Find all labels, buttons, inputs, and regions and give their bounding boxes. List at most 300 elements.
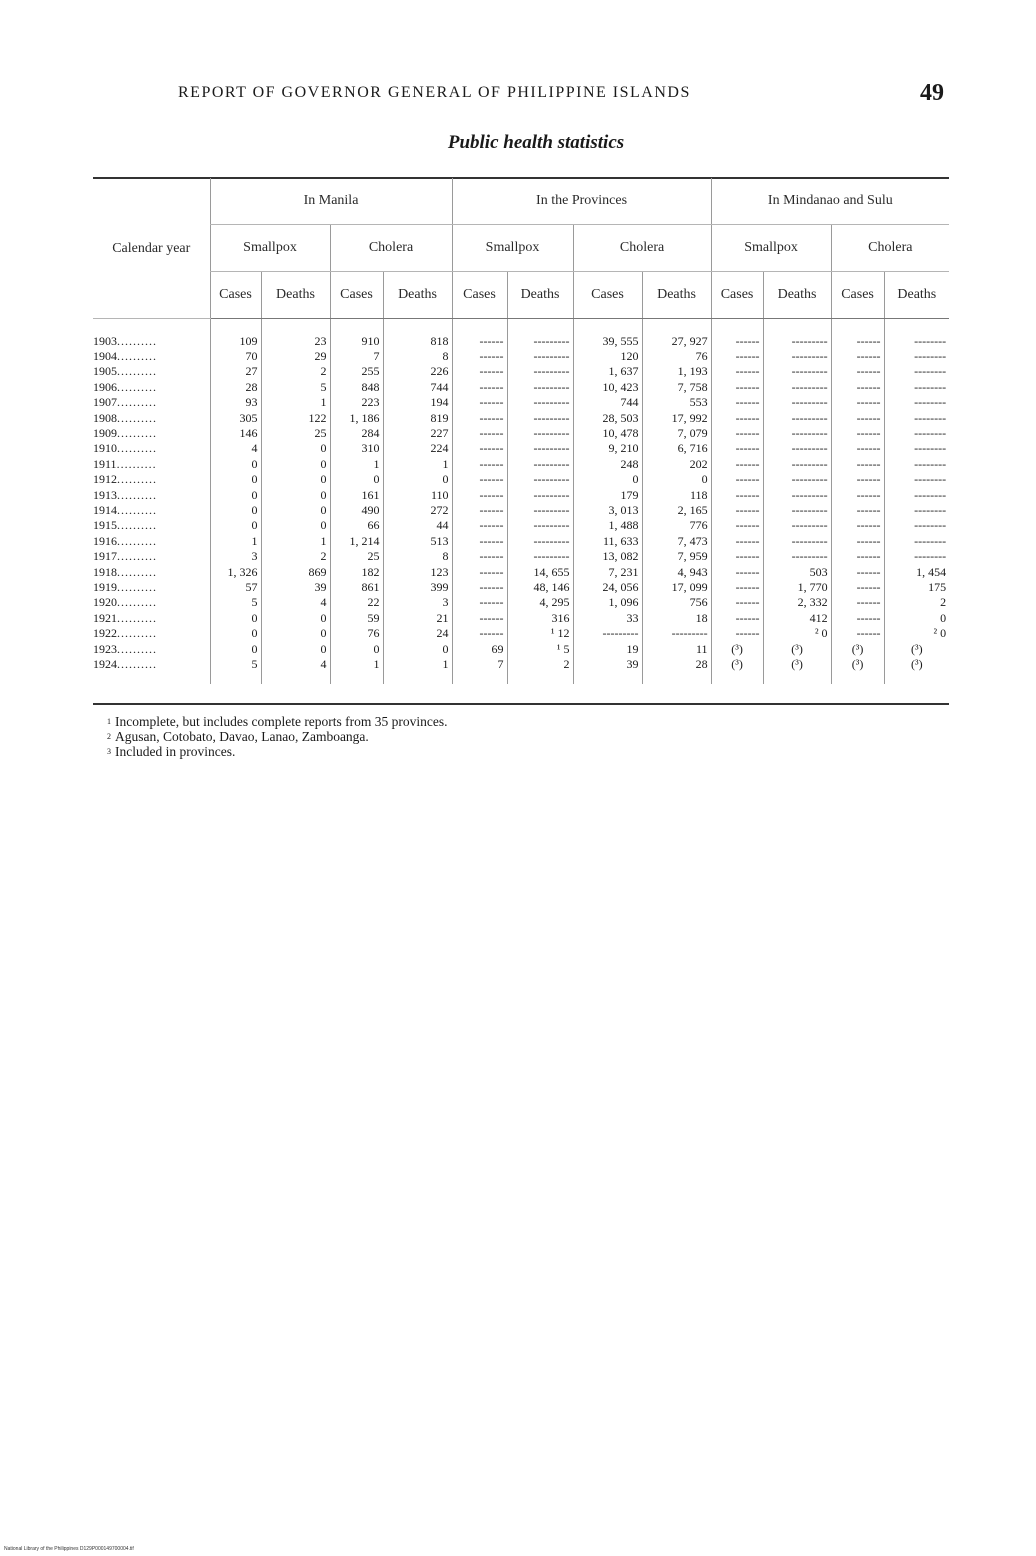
year-cell: 1923..........: [93, 641, 157, 656]
table-cell: ------: [452, 564, 507, 579]
table-cell: ------: [711, 518, 763, 533]
table-cell: 24: [383, 625, 452, 640]
table-cell: 13, 082: [573, 548, 642, 563]
table-cell: 161: [330, 487, 383, 502]
table-cell: ------: [452, 579, 507, 594]
column-header-deaths: Deaths: [642, 272, 711, 319]
table-cell: ---------: [507, 395, 573, 410]
table-cell: ---------: [507, 472, 573, 487]
table-cell: ------: [831, 425, 884, 440]
table-cell: 7, 758: [642, 379, 711, 394]
year-cell: 1916..........: [93, 533, 157, 548]
table-cell: 25: [261, 425, 330, 440]
table-row: [93, 441, 949, 456]
table-cell: 39: [261, 579, 330, 594]
dot-leader: ..........: [117, 533, 157, 548]
table-cell: 255: [330, 364, 383, 379]
table-cell: 399: [383, 579, 452, 594]
table-cell: 819: [383, 410, 452, 425]
table-cell: ------: [452, 518, 507, 533]
table-cell: ------: [831, 610, 884, 625]
table-cell: 248: [573, 456, 642, 471]
table-row: [93, 533, 949, 548]
footnote: [107, 729, 448, 744]
year-cell: 1911..........: [93, 456, 157, 471]
table-cell: ------: [452, 595, 507, 610]
year-cell: 1906..........: [93, 379, 157, 394]
table-bottom-rule: [93, 703, 949, 705]
table-cell: ---------: [507, 548, 573, 563]
table-cell: ------: [831, 348, 884, 363]
table-cell: --------: [884, 410, 949, 425]
disease-header: Smallpox: [210, 225, 330, 272]
table-cell: 44: [383, 518, 452, 533]
table-cell: 513: [383, 533, 452, 548]
column-header-deaths: Deaths: [507, 272, 573, 319]
table-cell: 0: [261, 518, 330, 533]
table-cell: --------: [884, 364, 949, 379]
dot-leader: ..........: [117, 502, 157, 517]
table-cell: ---------: [763, 518, 831, 533]
table-cell: 28: [210, 379, 261, 394]
table-cell: 553: [642, 395, 711, 410]
table-row: [93, 579, 949, 594]
table-cell: (³): [831, 641, 884, 656]
table-cell: 272: [383, 502, 452, 517]
table-cell: 5: [210, 595, 261, 610]
dot-leader: ..........: [117, 333, 157, 348]
table-row: [93, 656, 949, 683]
table-cell: ------: [452, 410, 507, 425]
table-cell: ------: [452, 502, 507, 517]
table-cell: 27, 927: [642, 319, 711, 349]
table-cell: 109: [210, 319, 261, 349]
table-cell: ------: [711, 395, 763, 410]
table-cell: 1, 454: [884, 564, 949, 579]
table-cell: 69: [452, 641, 507, 656]
dot-leader: ..........: [117, 349, 157, 364]
table-title: Public health statistics: [447, 132, 625, 153]
table-cell: ------: [452, 472, 507, 487]
table-cell: ---------: [763, 487, 831, 502]
dot-leader: ..........: [117, 487, 157, 502]
table-row: [93, 595, 949, 610]
dot-leader: ..........: [117, 364, 157, 379]
table-cell: 2: [507, 656, 573, 683]
page-number: 49: [920, 80, 944, 106]
group-header-manila: In Manila: [210, 178, 452, 225]
column-header-deaths: Deaths: [383, 272, 452, 319]
year-cell: 1904..........: [93, 349, 157, 364]
table-cell: 22: [330, 595, 383, 610]
calendar-year-header: Calendar year: [93, 178, 210, 319]
table-cell: ------: [711, 319, 763, 349]
table-cell: ------: [711, 502, 763, 517]
table-cell: 3: [210, 548, 261, 563]
table-cell: ---------: [763, 548, 831, 563]
table-cell: --------: [884, 348, 949, 363]
table-cell: ------: [831, 595, 884, 610]
table-cell: (³): [884, 656, 949, 683]
table-cell: 0: [261, 472, 330, 487]
table-cell: 7, 959: [642, 548, 711, 563]
table-row: [93, 319, 949, 349]
table-cell: ------: [831, 548, 884, 563]
table-cell: ------: [711, 487, 763, 502]
footnotes: [107, 714, 448, 759]
disease-header: Cholera: [330, 225, 452, 272]
dot-leader: ..........: [117, 595, 157, 610]
table-cell: ------: [831, 456, 884, 471]
table-cell: 744: [573, 395, 642, 410]
table-cell: ------: [711, 379, 763, 394]
table-cell: 18: [642, 610, 711, 625]
table-cell: 120: [573, 348, 642, 363]
table-cell: 1, 193: [642, 364, 711, 379]
table-cell: ------: [711, 548, 763, 563]
table-cell: 0: [210, 472, 261, 487]
table-cell: 1: [330, 656, 383, 683]
table-row: [93, 425, 949, 440]
table-cell: 744: [383, 379, 452, 394]
table-cell: 7: [330, 348, 383, 363]
table-cell: 1, 186: [330, 410, 383, 425]
table-cell: ---------: [763, 379, 831, 394]
table-cell: ---------: [507, 456, 573, 471]
table-cell: --------: [884, 548, 949, 563]
dot-leader: ..........: [117, 641, 157, 656]
disease-header: Cholera: [573, 225, 711, 272]
group-header-mindanao-sulu: In Mindanao and Sulu: [711, 178, 949, 225]
year-cell: 1917..........: [93, 549, 157, 564]
table-cell: 226: [383, 364, 452, 379]
table-cell: 490: [330, 502, 383, 517]
table-cell: 2: [884, 595, 949, 610]
column-header-deaths: Deaths: [884, 272, 949, 319]
table-cell: 848: [330, 379, 383, 394]
column-header-cases: Cases: [573, 272, 642, 319]
table-cell: 0: [261, 610, 330, 625]
table-cell: ------: [831, 625, 884, 640]
table-cell: 0: [884, 610, 949, 625]
table-row: [93, 564, 949, 579]
table-cell: 224: [383, 441, 452, 456]
table-cell: --------: [884, 395, 949, 410]
disease-header: Cholera: [831, 225, 949, 272]
year-cell: 1924..........: [93, 656, 157, 671]
table-cell: ------: [452, 487, 507, 502]
column-header-cases: Cases: [452, 272, 507, 319]
table-cell: 14, 655: [507, 564, 573, 579]
table-cell: ---------: [763, 456, 831, 471]
table-row: [93, 641, 949, 656]
table-cell: 0: [210, 518, 261, 533]
year-cell: 1912..........: [93, 472, 157, 487]
table-cell: 182: [330, 564, 383, 579]
year-cell: 1905..........: [93, 364, 157, 379]
table-cell: ------: [831, 472, 884, 487]
table-cell: 4: [210, 441, 261, 456]
table-cell: 28: [642, 656, 711, 683]
disease-header: Smallpox: [452, 225, 573, 272]
table-cell: --------: [884, 319, 949, 349]
year-cell: 1920..........: [93, 595, 157, 610]
table-row: [93, 456, 949, 471]
table-cell: ---------: [763, 425, 831, 440]
table-cell: 0: [573, 472, 642, 487]
table-cell: ---------: [507, 425, 573, 440]
table-cell: ------: [831, 441, 884, 456]
table-cell: ---------: [507, 319, 573, 349]
table-cell: ------: [711, 441, 763, 456]
year-cell: 1914..........: [93, 502, 157, 517]
table-cell: ¹ 5: [507, 641, 573, 656]
column-header-cases: Cases: [330, 272, 383, 319]
table-row: [93, 502, 949, 517]
table-cell: ------: [452, 533, 507, 548]
table-cell: ² 0: [884, 625, 949, 640]
table-cell: ---------: [763, 319, 831, 349]
dot-leader: ..........: [117, 610, 157, 625]
table-cell: ------: [452, 625, 507, 640]
table-cell: ---------: [507, 502, 573, 517]
table-cell: --------: [884, 425, 949, 440]
table-cell: 0: [383, 641, 452, 656]
table-cell: ------: [452, 379, 507, 394]
dot-leader: ..........: [117, 410, 157, 425]
table-cell: 1: [330, 456, 383, 471]
table-cell: ------: [452, 425, 507, 440]
table-cell: ------: [831, 564, 884, 579]
table-cell: 2, 332: [763, 595, 831, 610]
table-cell: 1, 770: [763, 579, 831, 594]
table-cell: ---------: [763, 348, 831, 363]
table-cell: ------: [711, 564, 763, 579]
year-cell: 1907..........: [93, 395, 157, 410]
table-cell: 93: [210, 395, 261, 410]
table-cell: 10, 478: [573, 425, 642, 440]
table-cell: (³): [831, 656, 884, 683]
dot-leader: ..........: [117, 395, 157, 410]
table-cell: 23: [261, 319, 330, 349]
table-cell: 19: [573, 641, 642, 656]
table-cell: ------: [711, 595, 763, 610]
table-cell: 1: [383, 456, 452, 471]
table-cell: 122: [261, 410, 330, 425]
table-cell: 0: [383, 472, 452, 487]
dot-leader: ..........: [117, 626, 157, 641]
footnote-text: Included in provinces.: [115, 744, 236, 759]
table-cell: ¹ 12: [507, 625, 573, 640]
table-cell: 76: [642, 348, 711, 363]
table-cell: 4: [261, 595, 330, 610]
table-cell: 0: [330, 641, 383, 656]
table-cell: ------: [831, 364, 884, 379]
year-cell: 1909..........: [93, 426, 157, 441]
table-cell: 0: [261, 502, 330, 517]
table-cell: 284: [330, 425, 383, 440]
dot-leader: ..........: [117, 472, 157, 487]
table-cell: ---------: [507, 487, 573, 502]
column-header-cases: Cases: [210, 272, 261, 319]
table-cell: 0: [642, 472, 711, 487]
table-cell: ---------: [507, 410, 573, 425]
year-cell: 1915..........: [93, 518, 157, 533]
table-cell: 0: [210, 456, 261, 471]
dot-leader: ..........: [116, 456, 157, 471]
table-cell: 1, 488: [573, 518, 642, 533]
table-cell: ------: [711, 410, 763, 425]
table-cell: 202: [642, 456, 711, 471]
table-cell: ---------: [763, 410, 831, 425]
table-row: [93, 518, 949, 533]
table-cell: --------: [884, 379, 949, 394]
dot-leader: ..........: [117, 379, 157, 394]
table-cell: ------: [831, 579, 884, 594]
table-cell: 11: [642, 641, 711, 656]
table-cell: --------: [884, 472, 949, 487]
table-cell: (³): [763, 641, 831, 656]
table-cell: 25: [330, 548, 383, 563]
year-cell: 1922..........: [93, 626, 157, 641]
footnote-text: Incomplete, but includes complete reports from 35 provinces.: [115, 714, 448, 729]
year-cell: 1913..........: [93, 487, 157, 502]
table-cell: 70: [210, 348, 261, 363]
table-cell: 0: [261, 625, 330, 640]
table-cell: 57: [210, 579, 261, 594]
table-cell: ------: [452, 441, 507, 456]
table-cell: 869: [261, 564, 330, 579]
table-cell: 5: [210, 656, 261, 683]
table-cell: ------: [711, 579, 763, 594]
table-cell: ------: [452, 395, 507, 410]
table-cell: 756: [642, 595, 711, 610]
table-cell: ------: [452, 456, 507, 471]
table-cell: --------: [884, 487, 949, 502]
table-cell: 10, 423: [573, 379, 642, 394]
table-cell: ------: [831, 319, 884, 349]
table-cell: 11, 633: [573, 533, 642, 548]
table-row: [93, 379, 949, 394]
table-cell: 9, 210: [573, 441, 642, 456]
table-cell: 29: [261, 348, 330, 363]
table-cell: 123: [383, 564, 452, 579]
table-cell: 59: [330, 610, 383, 625]
table-cell: ------: [711, 472, 763, 487]
table-cell: 3, 013: [573, 502, 642, 517]
table-cell: 0: [261, 487, 330, 502]
table-cell: 1, 637: [573, 364, 642, 379]
table-cell: ---------: [763, 472, 831, 487]
year-cell: 1918..........: [93, 564, 157, 579]
table-cell: (³): [711, 641, 763, 656]
footnote-mark: 1: [107, 717, 111, 726]
column-header-deaths: Deaths: [763, 272, 831, 319]
table-cell: 1, 326: [210, 564, 261, 579]
table-cell: 7, 079: [642, 425, 711, 440]
table-cell: 1, 214: [330, 533, 383, 548]
year-cell: 1903..........: [93, 333, 157, 348]
table-cell: 0: [330, 472, 383, 487]
table-cell: ------: [711, 348, 763, 363]
table-cell: 310: [330, 441, 383, 456]
table-cell: 818: [383, 319, 452, 349]
table-cell: ² 0: [763, 625, 831, 640]
table-row: [93, 348, 949, 363]
table-cell: ------: [452, 319, 507, 349]
year-cell: 1921..........: [93, 610, 157, 625]
table-cell: 21: [383, 610, 452, 625]
table-cell: ------: [831, 518, 884, 533]
table-cell: ---------: [507, 364, 573, 379]
table-cell: 39: [573, 656, 642, 683]
table-cell: 0: [210, 641, 261, 656]
dot-leader: ..........: [117, 441, 157, 456]
table-cell: 66: [330, 518, 383, 533]
dot-leader: ..........: [117, 656, 157, 671]
table-cell: ---------: [763, 502, 831, 517]
table-cell: 2: [261, 364, 330, 379]
table-cell: 4, 295: [507, 595, 573, 610]
table-cell: ------: [711, 625, 763, 640]
table-cell: 48, 146: [507, 579, 573, 594]
table-cell: 76: [330, 625, 383, 640]
year-cell: 1908..........: [93, 410, 157, 425]
table-cell: ------: [831, 395, 884, 410]
table-cell: ------: [831, 379, 884, 394]
dot-leader: ..........: [117, 549, 157, 564]
table-cell: ---------: [573, 625, 642, 640]
table-cell: ---------: [507, 348, 573, 363]
table-cell: 179: [573, 487, 642, 502]
year-cell: 1919..........: [93, 579, 157, 594]
table-row: [93, 472, 949, 487]
table-cell: 118: [642, 487, 711, 502]
table-cell: ------: [711, 425, 763, 440]
dot-leader: ..........: [117, 426, 157, 441]
table-cell: ---------: [507, 533, 573, 548]
table-cell: --------: [884, 456, 949, 471]
table-cell: 146: [210, 425, 261, 440]
table-cell: 7, 473: [642, 533, 711, 548]
table-cell: 2: [261, 548, 330, 563]
table-cell: 17, 992: [642, 410, 711, 425]
table-cell: ---------: [642, 625, 711, 640]
table-cell: 1: [383, 656, 452, 683]
table-cell: 4, 943: [642, 564, 711, 579]
table-row: [93, 548, 949, 563]
table-cell: 27: [210, 364, 261, 379]
public-health-table: [93, 178, 949, 684]
table-cell: 4: [261, 656, 330, 683]
dot-leader: ..........: [117, 564, 157, 579]
table-cell: ---------: [507, 379, 573, 394]
table-cell: 3: [383, 595, 452, 610]
table-cell: ------: [452, 548, 507, 563]
table-cell: --------: [884, 441, 949, 456]
table-cell: ------: [711, 456, 763, 471]
table-cell: 223: [330, 395, 383, 410]
running-head: REPORT OF GOVERNOR GENERAL OF PHILIPPINE ISLANDS: [178, 84, 691, 101]
table-cell: 8: [383, 548, 452, 563]
table-cell: 0: [210, 502, 261, 517]
table-cell: 227: [383, 425, 452, 440]
table-cell: ------: [711, 610, 763, 625]
footnote-mark: 3: [107, 747, 111, 756]
table-cell: 24, 056: [573, 579, 642, 594]
table-cell: 17, 099: [642, 579, 711, 594]
dot-leader: ..........: [117, 518, 157, 533]
